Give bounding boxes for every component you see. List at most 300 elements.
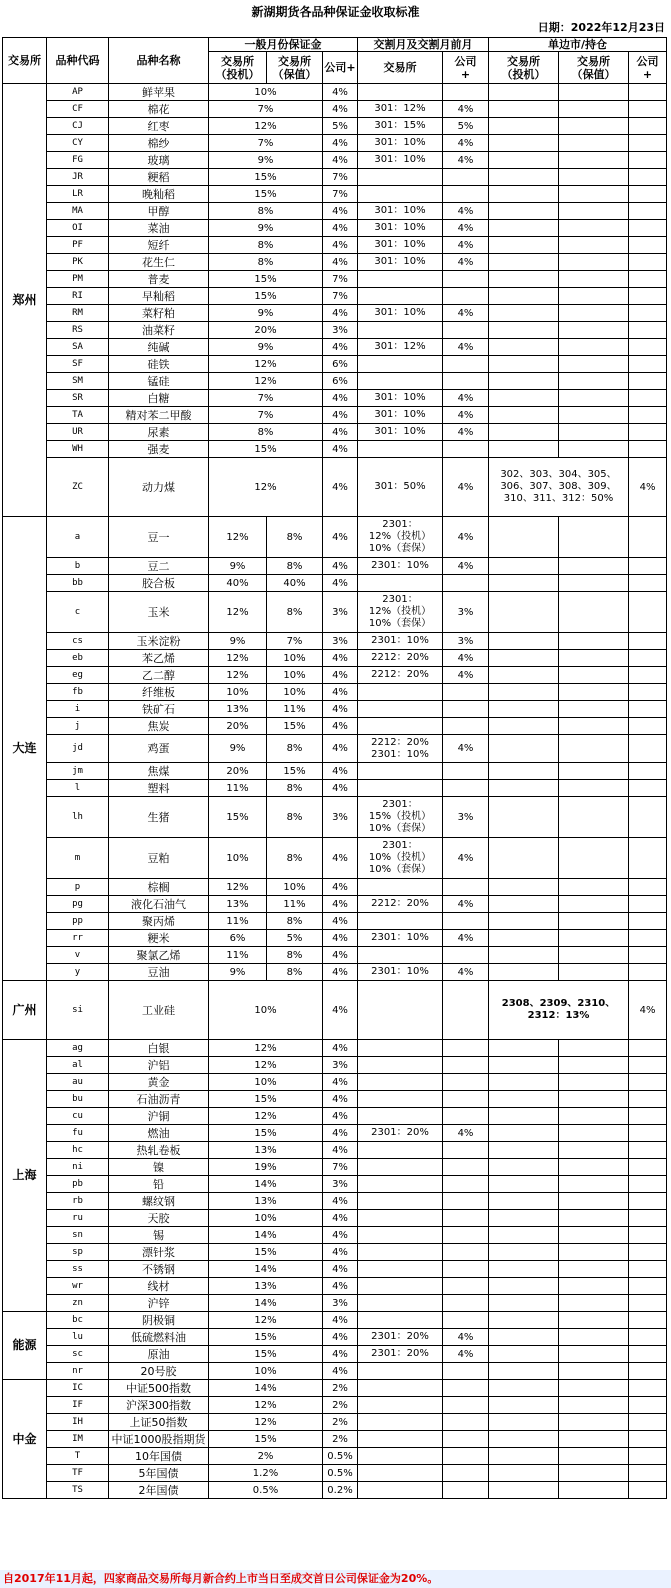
unilateral-hedge-cell: [559, 701, 629, 718]
company-plus-cell: 4%: [323, 517, 358, 558]
delivery-company-cell: 4%: [443, 101, 489, 118]
unilateral-spec-cell: [489, 1210, 559, 1227]
unilateral-company-cell: [629, 1329, 667, 1346]
table-row: [3, 930, 667, 947]
code-cell: al: [47, 1057, 109, 1074]
company-plus-cell: 7%: [323, 1159, 358, 1176]
exchange-margin-cell: 0.5%: [209, 1482, 323, 1499]
unilateral-spec-cell: [489, 650, 559, 667]
unilateral-hedge-cell: [559, 1295, 629, 1312]
table-row: [3, 667, 667, 684]
unilateral-spec-cell: [489, 271, 559, 288]
code-cell: a: [47, 517, 109, 558]
table-row: [3, 458, 667, 517]
unilateral-spec-cell: [489, 203, 559, 220]
delivery-company-cell: 4%: [443, 152, 489, 169]
table-row: [3, 896, 667, 913]
unilateral-hedge-cell: [559, 735, 629, 763]
exchange-margin-cell: 15%: [209, 1125, 323, 1142]
delivery-company-cell: [443, 1448, 489, 1465]
code-cell: c: [47, 592, 109, 633]
exchange-margin-cell: 9%: [209, 220, 323, 237]
exchange-spec-cell: 13%: [209, 896, 267, 913]
table-row: [3, 288, 667, 305]
unilateral-hedge-cell: [559, 1091, 629, 1108]
unilateral-company-cell: [629, 203, 667, 220]
unilateral-company-cell: 4%: [629, 981, 667, 1040]
unilateral-company-cell: [629, 271, 667, 288]
name-cell: 胶合板: [109, 575, 209, 592]
unilateral-company-cell: [629, 441, 667, 458]
exchange-margin-cell: 10%: [209, 1363, 323, 1380]
delivery-exchange-cell: 2301：20%: [358, 1346, 443, 1363]
exchange-spec-cell: 11%: [209, 947, 267, 964]
delivery-company-cell: [443, 1380, 489, 1397]
company-plus-cell: 4%: [323, 718, 358, 735]
name-cell: 玻璃: [109, 152, 209, 169]
delivery-company-cell: [443, 1295, 489, 1312]
delivery-exchange-cell: [358, 1278, 443, 1295]
name-cell: 铅: [109, 1176, 209, 1193]
company-plus-cell: 4%: [323, 1142, 358, 1159]
unilateral-company-cell: [629, 1210, 667, 1227]
exchange-margin-cell: 20%: [209, 322, 323, 339]
exchange-cell: 能源: [3, 1312, 47, 1380]
unilateral-spec-cell: [489, 1261, 559, 1278]
delivery-exchange-cell: [358, 1108, 443, 1125]
delivery-company-cell: [443, 1244, 489, 1261]
delivery-exchange-cell: 301：10%: [358, 424, 443, 441]
unilateral-spec-cell: [489, 1193, 559, 1210]
table-row: [3, 101, 667, 118]
code-cell: sn: [47, 1227, 109, 1244]
code-cell: rr: [47, 930, 109, 947]
company-plus-cell: 7%: [323, 288, 358, 305]
delivery-exchange-cell: [358, 1176, 443, 1193]
unilateral-company-cell: [629, 592, 667, 633]
unilateral-spec-cell: [489, 356, 559, 373]
unilateral-spec-cell: [489, 1465, 559, 1482]
delivery-company-cell: [443, 1397, 489, 1414]
delivery-exchange-cell: 2301：10%: [358, 930, 443, 947]
delivery-exchange-cell: 2301：20%: [358, 1329, 443, 1346]
unilateral-company-cell: [629, 169, 667, 186]
delivery-company-cell: 4%: [443, 1346, 489, 1363]
delivery-exchange-cell: [358, 575, 443, 592]
delivery-exchange-cell: [358, 271, 443, 288]
name-cell: 阴极铜: [109, 1312, 209, 1329]
header-unilateral: 单边市/持仓: [489, 38, 667, 52]
table-row: [3, 186, 667, 203]
exchange-hedge-cell: 7%: [267, 633, 323, 650]
exchange-margin-cell: 12%: [209, 1414, 323, 1431]
unilateral-company-cell: [629, 517, 667, 558]
unilateral-hedge-cell: [559, 1329, 629, 1346]
unilateral-spec-cell: [489, 1482, 559, 1499]
table-row: [3, 1363, 667, 1380]
unilateral-hedge-cell: [559, 592, 629, 633]
code-cell: UR: [47, 424, 109, 441]
exchange-spec-cell: 40%: [209, 575, 267, 592]
unilateral-hedge-cell: [559, 1108, 629, 1125]
delivery-exchange-cell: 2301： 15%（投机） 10%（套保）: [358, 797, 443, 838]
unilateral-company-cell: [629, 373, 667, 390]
exchange-margin-cell: 8%: [209, 203, 323, 220]
company-plus-cell: 6%: [323, 356, 358, 373]
unilateral-spec-cell: [489, 441, 559, 458]
company-plus-cell: 4%: [323, 1244, 358, 1261]
delivery-company-cell: [443, 288, 489, 305]
name-cell: 20号胶: [109, 1363, 209, 1380]
exchange-cell: 中金: [3, 1380, 47, 1499]
header-ex-hedge: 交易所 （保值）: [267, 52, 323, 84]
unilateral-company-cell: [629, 424, 667, 441]
header-company-plus: 公司+: [323, 52, 358, 84]
delivery-company-cell: [443, 169, 489, 186]
name-cell: 螺纹钢: [109, 1193, 209, 1210]
unilateral-spec-cell: [489, 1108, 559, 1125]
code-cell: l: [47, 780, 109, 797]
exchange-spec-cell: 20%: [209, 763, 267, 780]
table-row: [3, 558, 667, 575]
name-cell: 聚氯乙烯: [109, 947, 209, 964]
company-plus-cell: 4%: [323, 441, 358, 458]
unilateral-hedge-cell: [559, 797, 629, 838]
delivery-exchange-cell: 301：10%: [358, 305, 443, 322]
code-cell: rb: [47, 1193, 109, 1210]
table-row: [3, 947, 667, 964]
unilateral-spec-cell: [489, 1176, 559, 1193]
table-row: [3, 118, 667, 135]
company-plus-cell: 4%: [323, 735, 358, 763]
unilateral-spec-cell: [489, 339, 559, 356]
table-body: [3, 84, 667, 1499]
delivery-company-cell: [443, 441, 489, 458]
delivery-company-cell: [443, 1040, 489, 1057]
exchange-margin-cell: 15%: [209, 288, 323, 305]
delivery-exchange-cell: 301：10%: [358, 254, 443, 271]
table-row: [3, 1057, 667, 1074]
code-cell: MA: [47, 203, 109, 220]
delivery-company-cell: 4%: [443, 390, 489, 407]
unilateral-spec-cell: [489, 930, 559, 947]
code-cell: cs: [47, 633, 109, 650]
code-cell: nr: [47, 1363, 109, 1380]
delivery-exchange-cell: 2212：20%: [358, 896, 443, 913]
unilateral-hedge-cell: [559, 390, 629, 407]
delivery-company-cell: 4%: [443, 1125, 489, 1142]
company-plus-cell: 4%: [323, 152, 358, 169]
unilateral-spec-cell: [489, 254, 559, 271]
delivery-company-cell: 4%: [443, 203, 489, 220]
unilateral-spec-cell: [489, 1227, 559, 1244]
company-plus-cell: 4%: [323, 1193, 358, 1210]
delivery-company-cell: 5%: [443, 118, 489, 135]
delivery-exchange-cell: [358, 1244, 443, 1261]
unilateral-hedge-cell: [559, 1278, 629, 1295]
company-plus-cell: 4%: [323, 203, 358, 220]
company-plus-cell: 0.5%: [323, 1448, 358, 1465]
code-cell: CF: [47, 101, 109, 118]
exchange-spec-cell: 11%: [209, 913, 267, 930]
delivery-company-cell: [443, 1176, 489, 1193]
company-plus-cell: 7%: [323, 271, 358, 288]
unilateral-cell: 2308、2309、2310、2312：13%: [489, 981, 629, 1040]
unilateral-company-cell: [629, 879, 667, 896]
delivery-exchange-cell: 2301：10%: [358, 964, 443, 981]
code-cell: si: [47, 981, 109, 1040]
exchange-spec-cell: 12%: [209, 517, 267, 558]
exchange-hedge-cell: 8%: [267, 517, 323, 558]
code-cell: SF: [47, 356, 109, 373]
code-cell: pp: [47, 913, 109, 930]
company-plus-cell: 4%: [323, 1074, 358, 1091]
name-cell: 锰硅: [109, 373, 209, 390]
delivery-exchange-cell: [358, 1448, 443, 1465]
code-cell: IC: [47, 1380, 109, 1397]
code-cell: AP: [47, 84, 109, 101]
header-delivery-exchange: 交易所: [358, 52, 443, 84]
unilateral-company-cell: [629, 1176, 667, 1193]
delivery-company-cell: 4%: [443, 339, 489, 356]
exchange-cell: 上海: [3, 1040, 47, 1312]
delivery-company-cell: [443, 1210, 489, 1227]
delivery-exchange-cell: [358, 1040, 443, 1057]
exchange-margin-cell: 19%: [209, 1159, 323, 1176]
company-plus-cell: 4%: [323, 1040, 358, 1057]
delivery-company-cell: [443, 947, 489, 964]
name-cell: 沪锌: [109, 1295, 209, 1312]
company-plus-cell: 2%: [323, 1397, 358, 1414]
delivery-company-cell: [443, 1193, 489, 1210]
unilateral-hedge-cell: [559, 1142, 629, 1159]
exchange-hedge-cell: 8%: [267, 558, 323, 575]
unilateral-company-cell: [629, 152, 667, 169]
name-cell: 中证500指数: [109, 1380, 209, 1397]
exchange-margin-cell: 13%: [209, 1193, 323, 1210]
exchange-hedge-cell: 10%: [267, 879, 323, 896]
exchange-hedge-cell: 11%: [267, 701, 323, 718]
unilateral-hedge-cell: [559, 896, 629, 913]
delivery-company-cell: [443, 271, 489, 288]
delivery-company-cell: 4%: [443, 135, 489, 152]
company-plus-cell: 4%: [323, 1363, 358, 1380]
unilateral-spec-cell: [489, 424, 559, 441]
table-row: [3, 1295, 667, 1312]
delivery-exchange-cell: [358, 1482, 443, 1499]
name-cell: 铁矿石: [109, 701, 209, 718]
table-row: [3, 1176, 667, 1193]
name-cell: 菜油: [109, 220, 209, 237]
company-plus-cell: 4%: [323, 424, 358, 441]
table-row: [3, 684, 667, 701]
header-delivery: 交割月及交割月前月: [358, 38, 489, 52]
delivery-company-cell: 4%: [443, 305, 489, 322]
code-cell: ru: [47, 1210, 109, 1227]
unilateral-company-cell: [629, 1227, 667, 1244]
unilateral-company-cell: [629, 896, 667, 913]
company-plus-cell: 4%: [323, 84, 358, 101]
delivery-exchange-cell: [358, 1431, 443, 1448]
code-cell: bc: [47, 1312, 109, 1329]
name-cell: 不锈钢: [109, 1261, 209, 1278]
table-row: [3, 1278, 667, 1295]
code-cell: IM: [47, 1431, 109, 1448]
unilateral-hedge-cell: [559, 1448, 629, 1465]
delivery-company-cell: [443, 981, 489, 1040]
exchange-margin-cell: 12%: [209, 1040, 323, 1057]
unilateral-company-cell: [629, 186, 667, 203]
unilateral-company-cell: [629, 407, 667, 424]
unilateral-spec-cell: [489, 373, 559, 390]
unilateral-company-cell: [629, 390, 667, 407]
code-cell: j: [47, 718, 109, 735]
delivery-exchange-cell: [358, 1210, 443, 1227]
unilateral-hedge-cell: [559, 339, 629, 356]
delivery-company-cell: 3%: [443, 633, 489, 650]
exchange-spec-cell: 6%: [209, 930, 267, 947]
name-cell: 白糖: [109, 390, 209, 407]
name-cell: 晚籼稻: [109, 186, 209, 203]
unilateral-spec-cell: [489, 84, 559, 101]
delivery-exchange-cell: [358, 1397, 443, 1414]
unilateral-hedge-cell: [559, 1414, 629, 1431]
delivery-company-cell: [443, 1465, 489, 1482]
company-plus-cell: 4%: [323, 1312, 358, 1329]
unilateral-company-cell: [629, 1431, 667, 1448]
exchange-hedge-cell: 8%: [267, 947, 323, 964]
unilateral-hedge-cell: [559, 1346, 629, 1363]
delivery-company-cell: [443, 356, 489, 373]
table-row: [3, 633, 667, 650]
table-row: [3, 203, 667, 220]
name-cell: 粳稻: [109, 169, 209, 186]
unilateral-company-cell: [629, 135, 667, 152]
table-row: [3, 718, 667, 735]
exchange-margin-cell: 7%: [209, 390, 323, 407]
code-cell: SR: [47, 390, 109, 407]
delivery-exchange-cell: 2212：20%: [358, 650, 443, 667]
exchange-margin-cell: 15%: [209, 1329, 323, 1346]
unilateral-spec-cell: [489, 1142, 559, 1159]
unilateral-spec-cell: [489, 575, 559, 592]
unilateral-company-cell: [629, 84, 667, 101]
unilateral-hedge-cell: [559, 288, 629, 305]
unilateral-company-cell: [629, 237, 667, 254]
company-plus-cell: 4%: [323, 1210, 358, 1227]
exchange-margin-cell: 15%: [209, 271, 323, 288]
code-cell: TA: [47, 407, 109, 424]
table-row: [3, 575, 667, 592]
unilateral-hedge-cell: [559, 254, 629, 271]
code-cell: OI: [47, 220, 109, 237]
delivery-company-cell: [443, 1142, 489, 1159]
name-cell: 漂针浆: [109, 1244, 209, 1261]
unilateral-hedge-cell: [559, 633, 629, 650]
name-cell: 鲜苹果: [109, 84, 209, 101]
delivery-company-cell: [443, 1414, 489, 1431]
delivery-exchange-cell: 301：15%: [358, 118, 443, 135]
unilateral-spec-cell: [489, 101, 559, 118]
delivery-exchange-cell: [358, 356, 443, 373]
table-row: [3, 237, 667, 254]
name-cell: 早籼稻: [109, 288, 209, 305]
exchange-spec-cell: 20%: [209, 718, 267, 735]
delivery-exchange-cell: [358, 84, 443, 101]
unilateral-spec-cell: [489, 305, 559, 322]
company-plus-cell: 4%: [323, 896, 358, 913]
name-cell: 棉花: [109, 101, 209, 118]
name-cell: 乙二醇: [109, 667, 209, 684]
code-cell: ni: [47, 1159, 109, 1176]
delivery-exchange-cell: [358, 288, 443, 305]
company-plus-cell: 0.2%: [323, 1482, 358, 1499]
name-cell: 豆粕: [109, 838, 209, 879]
company-plus-cell: 2%: [323, 1380, 358, 1397]
exchange-hedge-cell: 15%: [267, 763, 323, 780]
delivery-company-cell: 4%: [443, 407, 489, 424]
exchange-margin-cell: 15%: [209, 1091, 323, 1108]
exchange-margin-cell: 8%: [209, 424, 323, 441]
unilateral-hedge-cell: [559, 684, 629, 701]
delivery-exchange-cell: [358, 879, 443, 896]
unilateral-company-cell: [629, 1397, 667, 1414]
unilateral-spec-cell: [489, 1346, 559, 1363]
unilateral-spec-cell: [489, 1244, 559, 1261]
delivery-company-cell: 4%: [443, 1329, 489, 1346]
exchange-hedge-cell: 8%: [267, 735, 323, 763]
exchange-spec-cell: 10%: [209, 684, 267, 701]
unilateral-spec-cell: [489, 322, 559, 339]
unilateral-spec-cell: [489, 780, 559, 797]
name-cell: 焦炭: [109, 718, 209, 735]
unilateral-hedge-cell: [559, 930, 629, 947]
unilateral-hedge-cell: [559, 1159, 629, 1176]
company-plus-cell: 4%: [323, 964, 358, 981]
company-plus-cell: 4%: [323, 684, 358, 701]
delivery-company-cell: [443, 1108, 489, 1125]
unilateral-hedge-cell: [559, 879, 629, 896]
unilateral-hedge-cell: [559, 237, 629, 254]
delivery-exchange-cell: [358, 763, 443, 780]
unilateral-hedge-cell: [559, 763, 629, 780]
code-cell: SM: [47, 373, 109, 390]
delivery-exchange-cell: [358, 1159, 443, 1176]
code-cell: m: [47, 838, 109, 879]
delivery-exchange-cell: 2301：20%: [358, 1125, 443, 1142]
code-cell: lu: [47, 1329, 109, 1346]
name-cell: 豆油: [109, 964, 209, 981]
table-row: [3, 254, 667, 271]
delivery-exchange-cell: [358, 1380, 443, 1397]
exchange-margin-cell: 15%: [209, 186, 323, 203]
table-row: [3, 1261, 667, 1278]
exchange-margin-cell: 15%: [209, 1244, 323, 1261]
company-plus-cell: 3%: [323, 797, 358, 838]
name-cell: 花生仁: [109, 254, 209, 271]
company-plus-cell: 5%: [323, 118, 358, 135]
unilateral-hedge-cell: [559, 838, 629, 879]
name-cell: 聚丙烯: [109, 913, 209, 930]
unilateral-hedge-cell: [559, 1227, 629, 1244]
delivery-company-cell: [443, 701, 489, 718]
unilateral-company-cell: [629, 1414, 667, 1431]
unilateral-hedge-cell: [559, 441, 629, 458]
table-row: [3, 424, 667, 441]
unilateral-hedge-cell: [559, 373, 629, 390]
unilateral-spec-cell: [489, 1125, 559, 1142]
exchange-margin-cell: 10%: [209, 1074, 323, 1091]
